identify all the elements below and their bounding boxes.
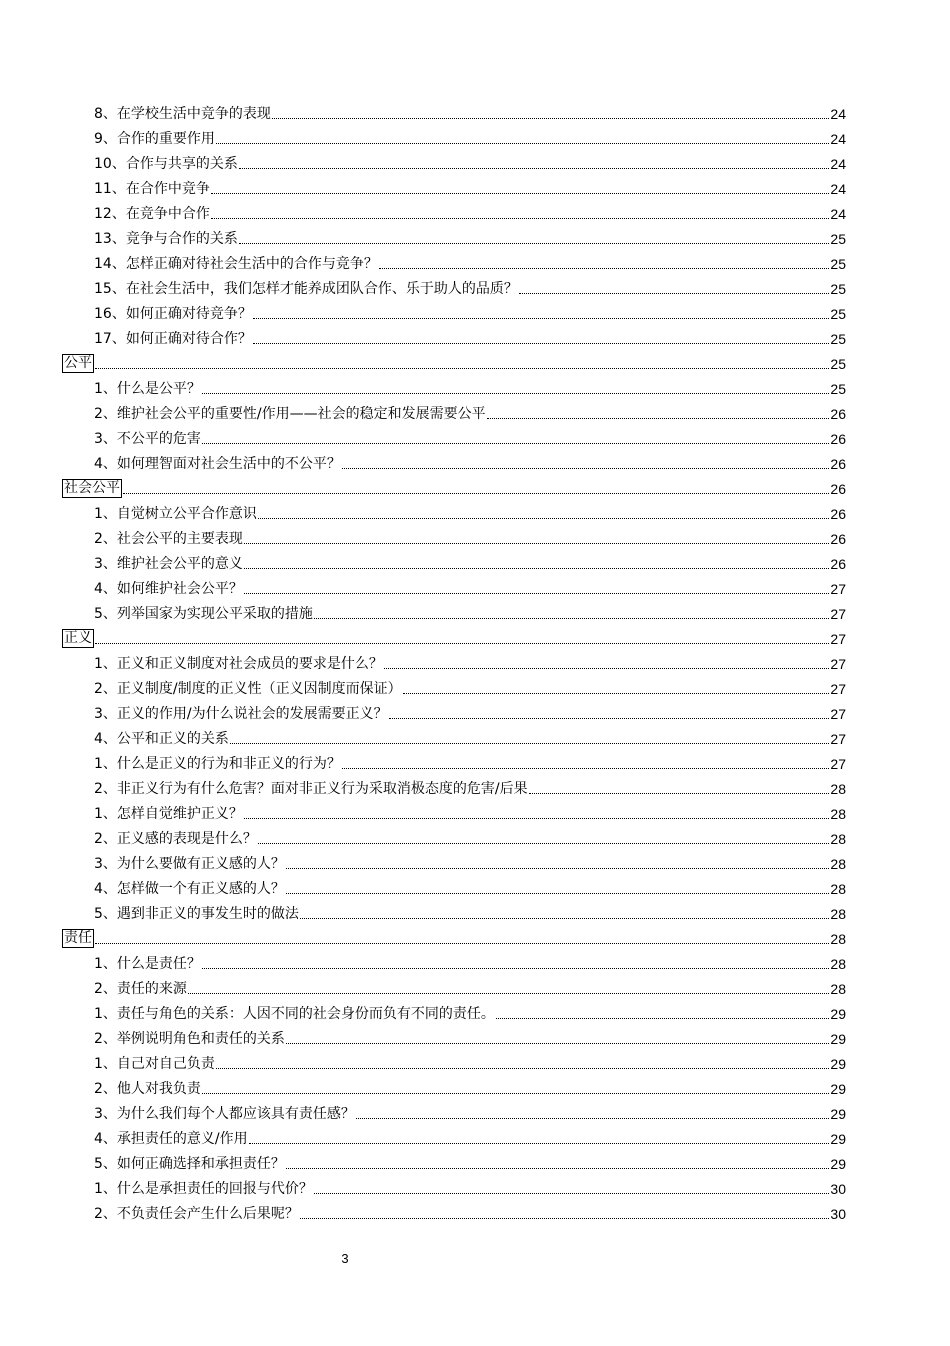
toc-entry-title: 正义 [64,630,92,646]
toc-entry-title: 9、合作的重要作用 [94,131,215,147]
toc-entry-title: 2、非正义行为有什么危害？面对非正义行为采取消极态度的危害/后果 [94,781,528,797]
toc-entry-page: 29 [830,1156,846,1172]
toc-entry-title: 2、正义制度/制度的正义性（正义因制度而保证） [94,681,402,697]
toc-entry[interactable] [62,573,846,598]
toc-entry-page: 24 [830,206,846,222]
toc-entry-page: 26 [830,531,846,547]
toc-entry[interactable] [62,1123,846,1148]
toc-leader-dots [272,117,830,119]
toc-entry-page: 28 [830,956,846,972]
toc-entry[interactable] [62,448,846,473]
toc-entry-title: 2、社会公平的主要表现 [94,531,243,547]
toc-entry-page: 25 [830,256,846,272]
toc-entry-title: 5、如何正确选择和承担责任？ [94,1156,285,1172]
toc-entry-title: 2、维护社会公平的重要性/作用——社会的稳定和发展需要公平 [94,406,486,422]
toc-leader-dots [496,1017,830,1019]
toc-entry-page: 29 [830,1056,846,1072]
toc-entry-title: 公平 [64,355,92,371]
toc-entry-page: 24 [830,156,846,172]
toc-leader-dots [95,942,829,944]
toc-entry-page: 30 [830,1181,846,1197]
toc-entry-title: 13、竞争与合作的关系 [94,231,238,247]
toc-entry-title: 12、在竞争中合作 [94,206,210,222]
toc-entry-page: 28 [830,981,846,997]
toc-entry-title: 10、合作与共享的关系 [94,156,238,172]
toc-entry[interactable] [62,498,846,523]
toc-entry-title: 3、为什么要做有正义感的人？ [94,856,285,872]
toc-entry-title: 2、举例说明角色和责任的关系 [94,1031,285,1047]
toc-leader-dots [342,467,830,469]
toc-entry-page: 25 [830,331,846,347]
toc-leader-dots [384,667,830,669]
toc-leader-dots [286,867,830,869]
toc-leader-dots [244,592,830,594]
toc-leader-dots [300,917,830,919]
toc-entry-page: 27 [830,731,846,747]
toc-entry[interactable] [62,248,846,273]
toc-entry[interactable] [62,1073,846,1098]
toc-entry-page: 27 [830,581,846,597]
table-of-contents [62,98,846,1223]
toc-entry-page: 27 [830,606,846,622]
toc-leader-dots [519,292,830,294]
toc-entry[interactable] [62,798,846,823]
toc-entry-title: 1、自觉树立公平合作意识 [94,506,257,522]
toc-entry[interactable] [62,1173,846,1198]
toc-entry-page: 29 [830,1106,846,1122]
toc-leader-dots [95,642,829,644]
toc-entry-title: 社会公平 [64,480,120,496]
toc-entry-title: 4、怎样做一个有正义感的人？ [94,881,285,897]
toc-entry-page: 26 [830,456,846,472]
toc-entry-title: 1、什么是责任？ [94,956,201,972]
page-number: 3 [341,1251,349,1266]
toc-leader-dots [258,517,830,519]
toc-leader-dots [314,1192,830,1194]
toc-entry-page: 28 [830,856,846,872]
toc-entry-title: 责任 [64,930,92,946]
toc-entry[interactable] [62,423,846,448]
toc-entry-title: 5、遇到非正义的事发生时的做法 [94,906,299,922]
toc-entry-page: 25 [830,306,846,322]
toc-leader-dots [529,792,830,794]
toc-leader-dots [300,1217,830,1219]
toc-section-entry[interactable] [62,348,846,373]
toc-entry-title: 3、不公平的危害 [94,431,201,447]
toc-entry-page: 27 [830,706,846,722]
toc-entry-title: 1、责任与角色的关系：人因不同的社会身份而负有不同的责任。 [94,1006,495,1022]
toc-entry[interactable] [62,823,846,848]
toc-entry-title: 1、什么是正义的行为和非正义的行为？ [94,756,341,772]
toc-entry-page: 27 [830,631,846,647]
toc-entry-page: 25 [830,356,846,372]
toc-leader-dots [202,1092,830,1094]
toc-leader-dots [230,742,830,744]
toc-entry-title: 16、如何正确对待竞争？ [94,306,252,322]
toc-entry-page: 24 [830,181,846,197]
toc-leader-dots [356,1117,830,1119]
toc-entry-page: 24 [830,131,846,147]
toc-leader-dots [239,167,830,169]
toc-entry[interactable] [62,1198,846,1223]
toc-entry-title: 2、正义感的表现是什么？ [94,831,257,847]
toc-entry[interactable] [62,1148,846,1173]
toc-entry[interactable] [62,223,846,248]
toc-entry[interactable] [62,123,846,148]
toc-entry[interactable] [62,373,846,398]
toc-entry[interactable] [62,98,846,123]
toc-entry-page: 27 [830,681,846,697]
toc-entry-title: 1、什么是公平？ [94,381,201,397]
toc-leader-dots [202,442,830,444]
toc-leader-dots [95,367,829,369]
toc-leader-dots [253,317,830,319]
toc-entry[interactable] [62,398,846,423]
toc-entry[interactable] [62,648,846,673]
toc-entry-page: 28 [830,931,846,947]
toc-leader-dots [202,392,830,394]
toc-section-entry[interactable] [62,623,846,648]
toc-entry-title: 3、为什么我们每个人都应该具有责任感？ [94,1106,355,1122]
toc-entry[interactable] [62,973,846,998]
toc-entry-page: 27 [830,656,846,672]
toc-leader-dots [249,1142,830,1144]
toc-entry[interactable] [62,173,846,198]
toc-entry[interactable] [62,698,846,723]
toc-entry[interactable] [62,1023,846,1048]
toc-entry[interactable] [62,298,846,323]
toc-entry-title: 2、他人对我负责 [94,1081,201,1097]
toc-leader-dots [244,542,830,544]
toc-leader-dots [123,492,829,494]
toc-entry[interactable] [62,323,846,348]
toc-entry-page: 24 [830,106,846,122]
toc-entry-page: 29 [830,1006,846,1022]
toc-entry-page: 26 [830,481,846,497]
toc-leader-dots [216,1067,830,1069]
toc-entry[interactable] [62,723,846,748]
toc-entry[interactable] [62,548,846,573]
toc-entry[interactable] [62,848,846,873]
toc-entry[interactable] [62,748,846,773]
toc-entry[interactable] [62,148,846,173]
toc-entry-page: 26 [830,506,846,522]
toc-entry-page: 26 [830,431,846,447]
toc-leader-dots [202,967,830,969]
toc-leader-dots [314,617,830,619]
toc-entry-title: 1、怎样自觉维护正义？ [94,806,243,822]
toc-entry-title: 4、承担责任的意义/作用 [94,1131,248,1147]
toc-entry-page: 26 [830,406,846,422]
toc-entry-page: 26 [830,556,846,572]
toc-entry-title: 4、如何维护社会公平？ [94,581,243,597]
toc-entry-title: 14、怎样正确对待社会生活中的合作与竞争？ [94,256,378,272]
toc-entry-title: 4、如何理智面对社会生活中的不公平？ [94,456,341,472]
toc-entry[interactable] [62,1048,846,1073]
toc-entry-page: 28 [830,781,846,797]
toc-leader-dots [286,1042,830,1044]
toc-entry[interactable] [62,273,846,298]
toc-entry-title: 8、在学校生活中竞争的表现 [94,106,271,122]
toc-entry-page: 28 [830,806,846,822]
toc-leader-dots [188,992,830,994]
toc-entry-title: 2、责任的来源 [94,981,187,997]
toc-section-entry[interactable] [62,923,846,948]
toc-leader-dots [342,767,830,769]
toc-entry-page: 30 [830,1206,846,1222]
toc-leader-dots [487,417,830,419]
toc-entry[interactable] [62,998,846,1023]
toc-leader-dots [253,342,830,344]
toc-entry-page: 25 [830,281,846,297]
toc-entry-title: 1、自己对自己负责 [94,1056,215,1072]
toc-entry-title: 1、正义和正义制度对社会成员的要求是什么？ [94,656,383,672]
toc-entry-title: 5、列举国家为实现公平采取的措施 [94,606,313,622]
toc-leader-dots [211,217,830,219]
toc-entry[interactable] [62,873,846,898]
toc-entry[interactable] [62,598,846,623]
toc-entry-page: 28 [830,881,846,897]
toc-entry-title: 3、正义的作用/为什么说社会的发展需要正义？ [94,706,388,722]
toc-entry-page: 28 [830,906,846,922]
toc-entry-title: 17、如何正确对待合作？ [94,331,252,347]
toc-entry-title: 4、公平和正义的关系 [94,731,229,747]
toc-leader-dots [216,142,830,144]
toc-entry-title: 2、不负责任会产生什么后果呢？ [94,1206,299,1222]
toc-entry[interactable] [62,1098,846,1123]
toc-entry[interactable] [62,523,846,548]
toc-leader-dots [244,567,830,569]
toc-entry-page: 29 [830,1031,846,1047]
toc-entry-page: 29 [830,1131,846,1147]
toc-leader-dots [211,192,830,194]
toc-entry-title: 1、什么是承担责任的回报与代价？ [94,1181,313,1197]
toc-entry-title: 3、维护社会公平的意义 [94,556,243,572]
toc-section-entry[interactable] [62,473,846,498]
toc-entry[interactable] [62,673,846,698]
toc-entry-title: 11、在合作中竞争 [94,181,210,197]
toc-entry-page: 29 [830,1081,846,1097]
toc-entry[interactable] [62,773,846,798]
toc-entry-title: 15、在社会生活中，我们怎样才能养成团队合作、乐于助人的品质？ [94,281,518,297]
toc-entry-page: 27 [830,756,846,772]
toc-leader-dots [286,1167,830,1169]
toc-entry-page: 28 [830,831,846,847]
toc-leader-dots [286,892,830,894]
toc-entry-page: 25 [830,381,846,397]
toc-entry-page: 25 [830,231,846,247]
toc-entry[interactable] [62,898,846,923]
toc-leader-dots [389,717,830,719]
toc-leader-dots [239,242,830,244]
toc-leader-dots [244,817,830,819]
toc-entry[interactable] [62,948,846,973]
toc-leader-dots [403,692,830,694]
toc-entry[interactable] [62,198,846,223]
toc-leader-dots [379,267,830,269]
toc-leader-dots [258,842,830,844]
